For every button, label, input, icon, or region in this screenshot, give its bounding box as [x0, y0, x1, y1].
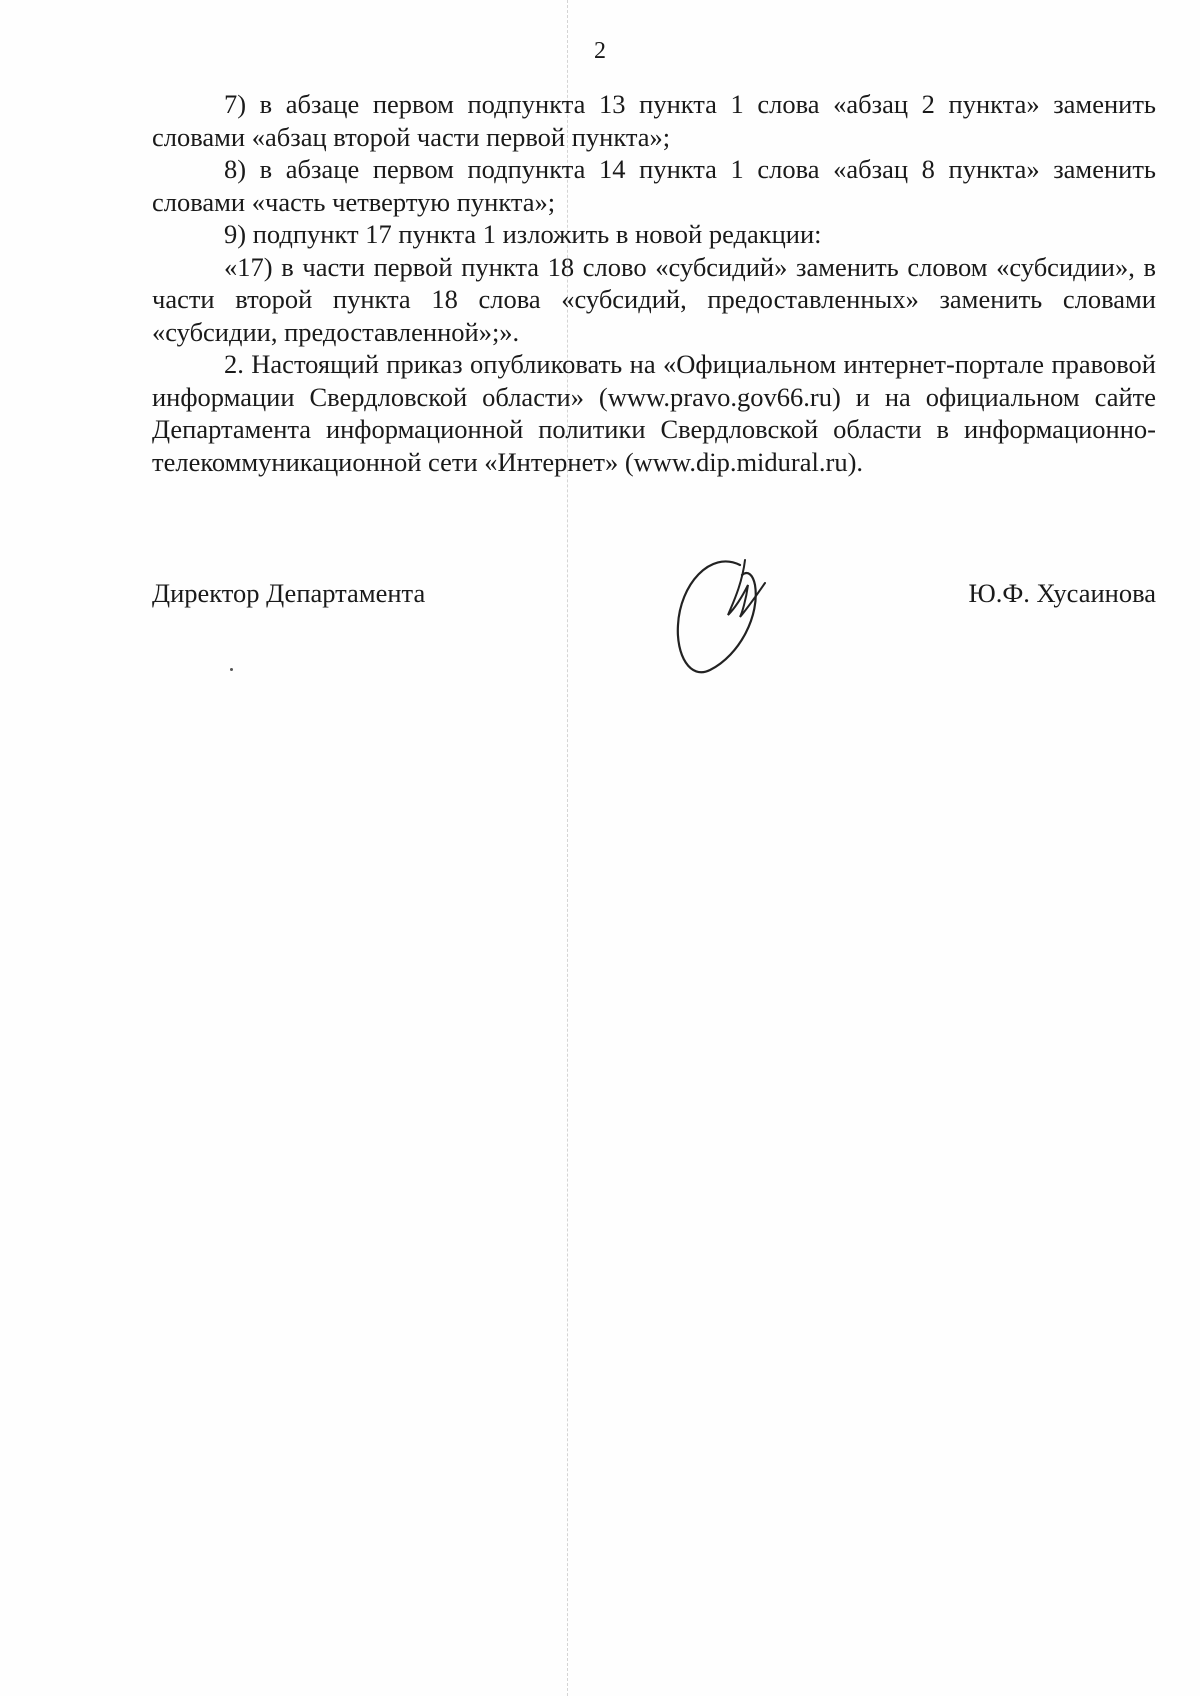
signer-name: Ю.Ф. Хусаинова	[968, 578, 1156, 608]
signature-block	[152, 578, 1156, 618]
document-body	[152, 88, 1156, 478]
handwritten-signature-icon	[670, 545, 790, 685]
paragraph-publication: 2. Настоящий приказ опубликовать на «Официальном интернет-портале правовой информации Свердловской области» (www.pravo.gov66.ru) и на официальном сайте Департамента информационной политики Свердловской области в информационно-телекоммуникационной сети «Интернет» (www.dip.midural.ru).	[152, 349, 1156, 477]
paragraph-item-7: 7) в абзаце первом подпункта 13 пункта 1 слова «абзац 2 пункта» заменить словами «абзац второй части первой пункта»;	[152, 89, 1156, 152]
paragraph-item-17-text: «17) в части первой пункта 18 слово «субсидий» заменить словом «субсидии», в части второй пункта 18 слова «субсидий, предоставленных» заменить словами «субсидии, предоставленной»;».	[152, 251, 1156, 347]
scan-speck	[230, 668, 233, 671]
paragraph-item-9: 9) подпункт 17 пункта 1 изложить в новой редакции:	[224, 219, 822, 249]
page-number: 2	[594, 38, 606, 64]
paragraph-item-8: 8) в абзаце первом подпункта 14 пункта 1 слова «абзац 8 пункта» заменить словами «часть четвертую пункта»;	[152, 154, 1156, 217]
position-title: Директор Департамента	[152, 578, 426, 608]
